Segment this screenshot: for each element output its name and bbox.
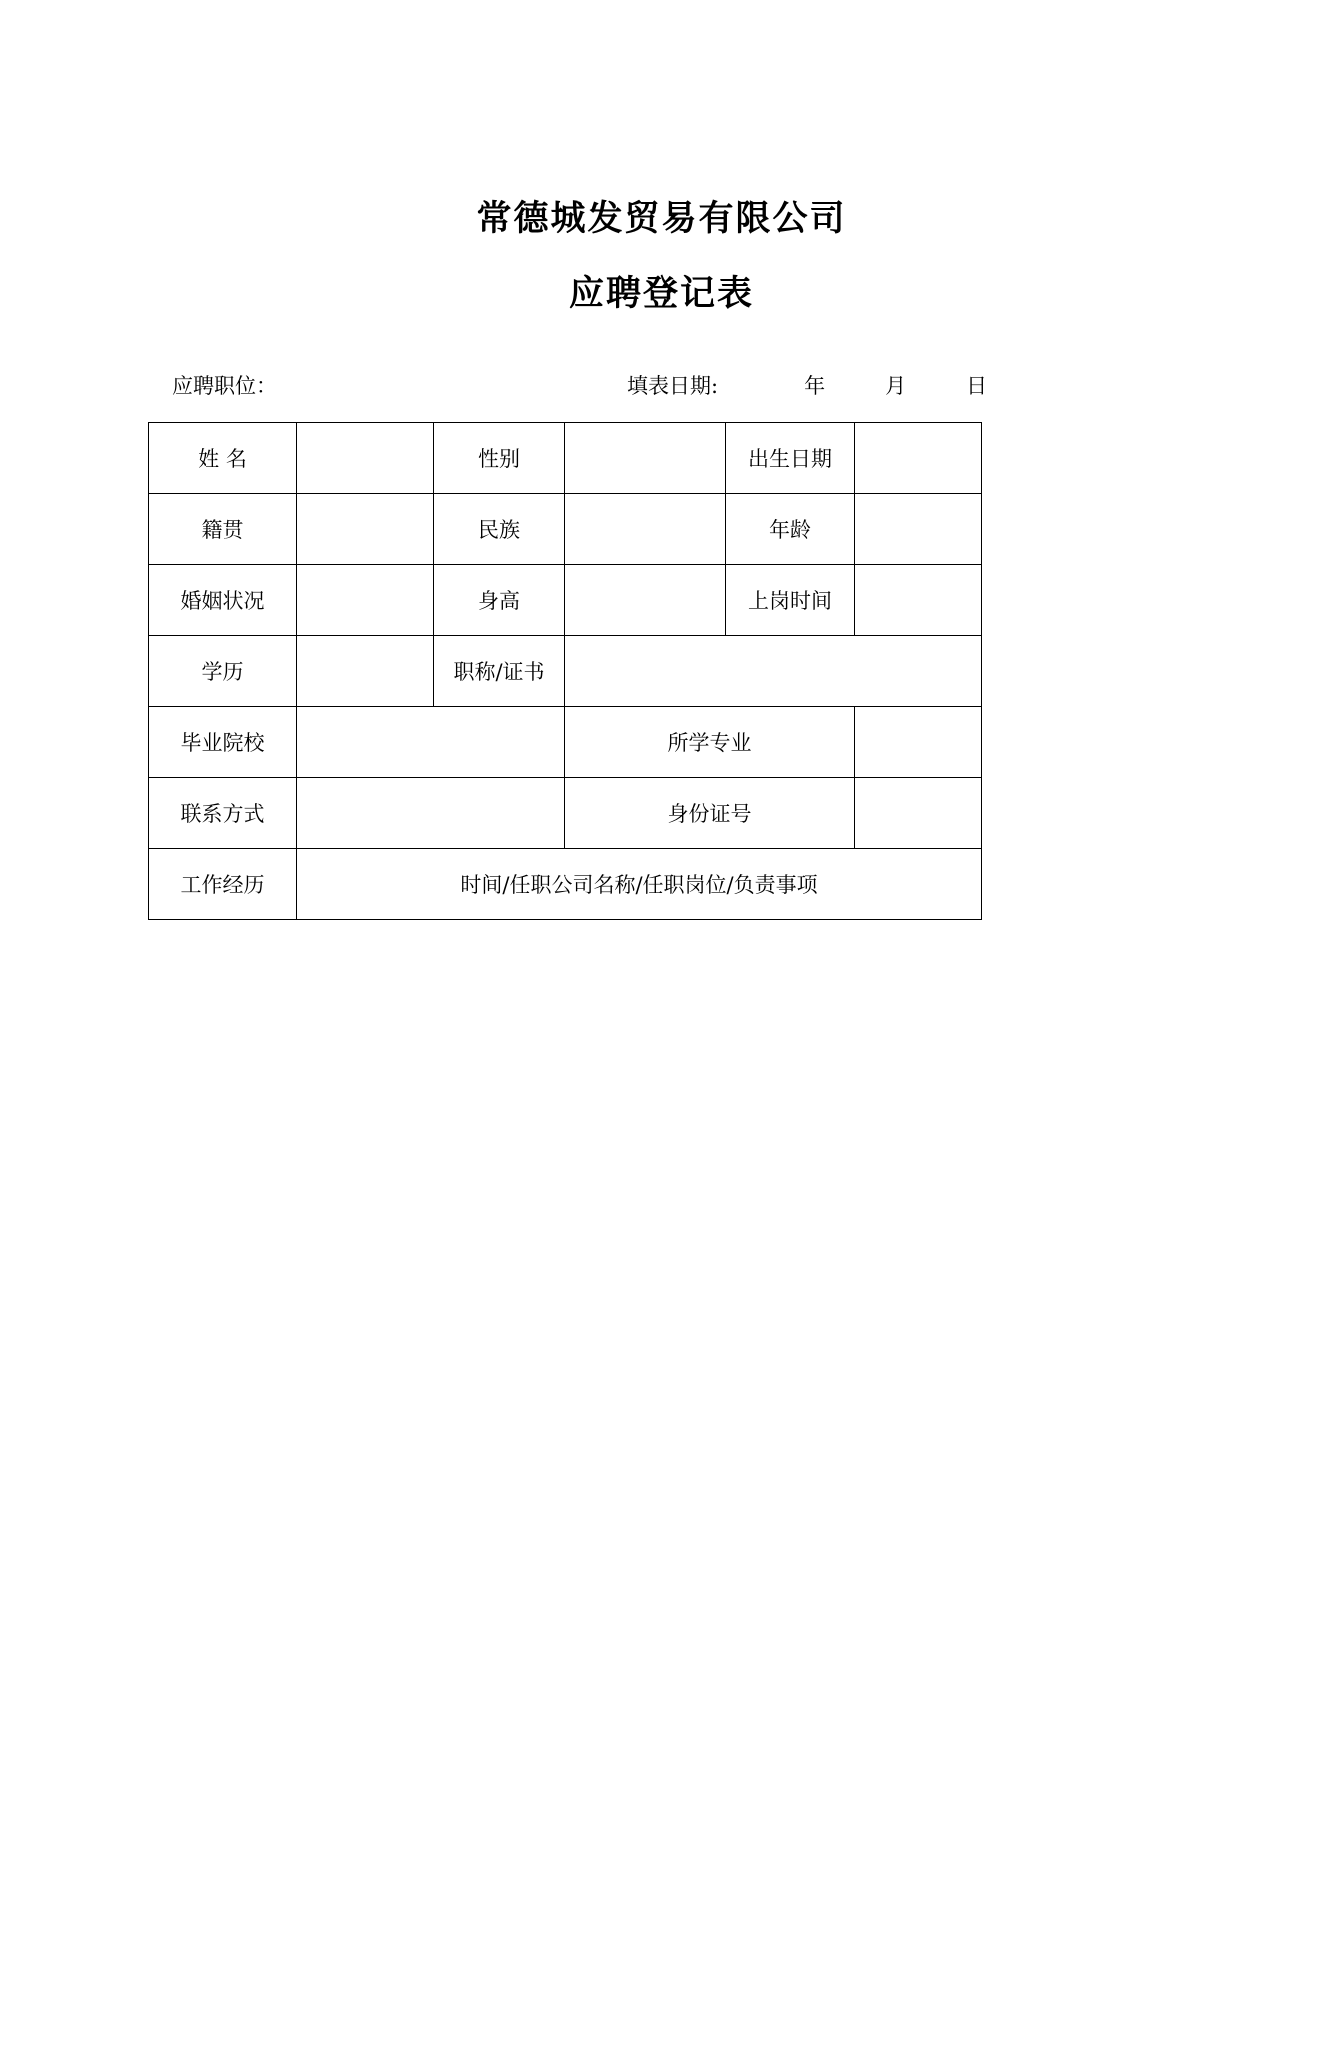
label-ethnicity: 民族: [434, 493, 565, 564]
label-birthdate: 出生日期: [726, 422, 855, 493]
label-education: 学历: [149, 635, 297, 706]
label-name: 姓 名: [149, 422, 297, 493]
field-gender[interactable]: [565, 422, 726, 493]
field-marital-status[interactable]: [297, 564, 434, 635]
day-unit: 日: [966, 373, 988, 398]
company-title: 常德城发贸易有限公司: [476, 198, 847, 239]
label-marital-status: 婚姻状况: [149, 564, 297, 635]
date-group: [627, 370, 987, 400]
label-start-date: 上岗时间: [726, 564, 855, 635]
field-id-number[interactable]: [855, 777, 982, 848]
label-height: 身高: [434, 564, 565, 635]
field-major[interactable]: [855, 706, 982, 777]
field-start-date[interactable]: [855, 564, 982, 635]
label-major: 所学专业: [565, 706, 855, 777]
table-row: [149, 422, 982, 493]
document-page: [0, 195, 1323, 2066]
label-work-experience: 工作经历: [149, 848, 297, 919]
year-unit: 年: [804, 373, 826, 398]
label-gender: 性别: [434, 422, 565, 493]
table-row: [149, 706, 982, 777]
label-age: 年龄: [726, 493, 855, 564]
field-work-experience[interactable]: 时间/任职公司名称/任职岗位/负责事项: [297, 848, 982, 919]
label-graduate-school: 毕业院校: [149, 706, 297, 777]
field-birthdate[interactable]: [855, 422, 982, 493]
field-height[interactable]: [565, 564, 726, 635]
field-graduate-school[interactable]: [297, 706, 565, 777]
field-age[interactable]: [855, 493, 982, 564]
label-id-number: 身份证号: [565, 777, 855, 848]
month-unit: 月: [885, 373, 907, 398]
application-form-table: [148, 422, 982, 920]
date-label: 填表日期:: [627, 373, 719, 398]
field-ethnicity[interactable]: [565, 493, 726, 564]
form-title: 应聘登记表: [568, 273, 754, 315]
table-row: [149, 777, 982, 848]
label-contact: 联系方式: [149, 777, 297, 848]
label-native-place: 籍贯: [149, 493, 297, 564]
field-contact[interactable]: [297, 777, 565, 848]
field-name[interactable]: [297, 422, 434, 493]
table-row: [149, 564, 982, 635]
title-block: [0, 195, 1323, 318]
position-label: 应聘职位：: [172, 373, 277, 398]
table-row: [149, 493, 982, 564]
table-row: [149, 635, 982, 706]
field-education[interactable]: [297, 635, 434, 706]
field-title-certificate[interactable]: [565, 635, 982, 706]
header-meta-row: [172, 370, 1163, 400]
field-native-place[interactable]: [297, 493, 434, 564]
label-title-certificate: 职称/证书: [434, 635, 565, 706]
table-row: [149, 848, 982, 919]
